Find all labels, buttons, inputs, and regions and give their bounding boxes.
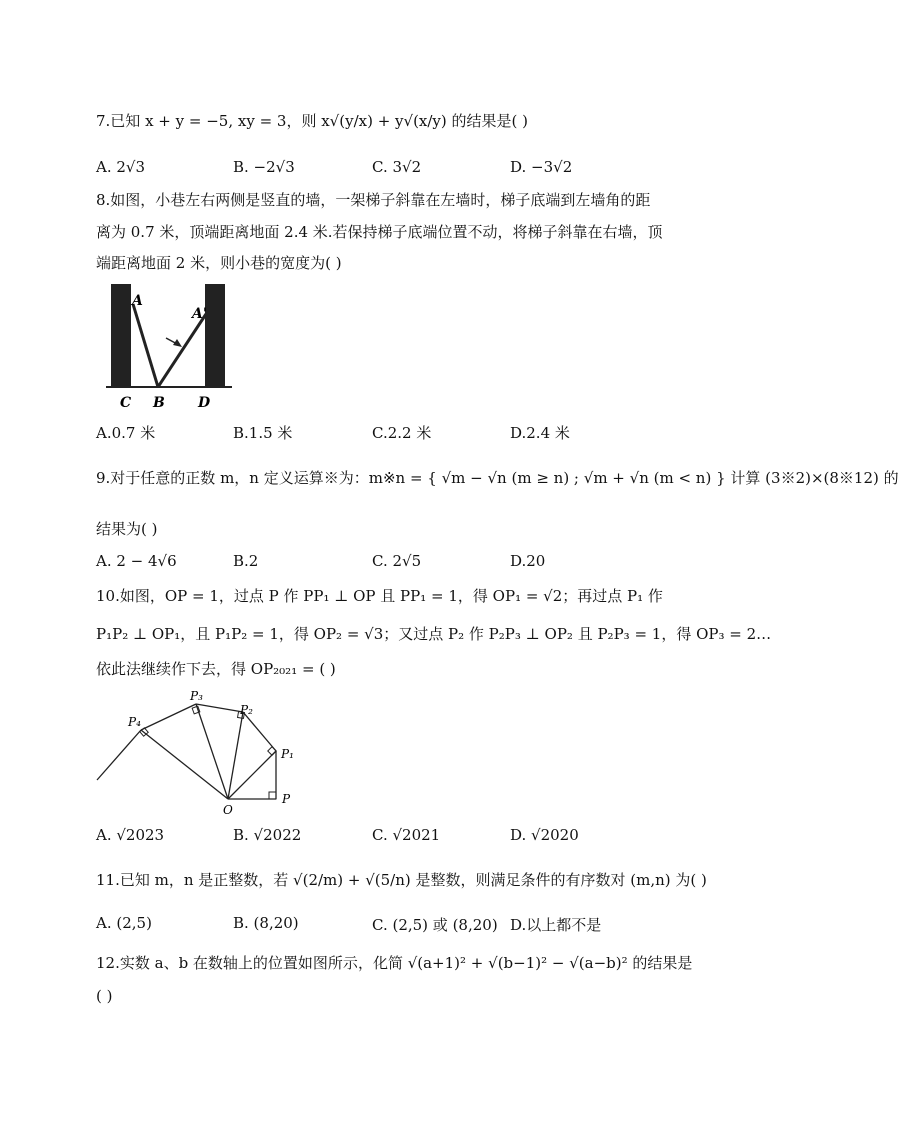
q8-option-b: B.1.5 米	[233, 424, 293, 442]
label-a-prime: A'	[192, 306, 208, 322]
q9-stem-line-2: 结果为( )	[96, 520, 158, 538]
q11-stem: 11.已知 m，n 是正整数，若 √(2/m) + √(5/n) 是整数，则满足条件的有序数对 (m,n) 为( )	[96, 871, 707, 889]
label-p2: P₂	[240, 703, 253, 717]
q10-stem-line-2: P₁P₂ ⊥ OP₁，且 P₁P₂ = 1，得 OP₂ = √3；又过点 P₂ 作 P₂P₃ ⊥ OP₂ 且 P₂P₃ = 1，得 OP₃ = 2…	[96, 625, 772, 643]
q8-ladder-figure	[100, 282, 240, 412]
q10-options	[96, 826, 696, 848]
q10-option-d: D. √2020	[510, 826, 579, 844]
right-angle-mark-p1	[268, 747, 276, 755]
label-b: B	[153, 395, 165, 411]
ladder-right	[158, 314, 206, 387]
q10-option-a: A. √2023	[96, 826, 165, 844]
label-d: D	[198, 395, 211, 411]
q9-option-a: A. 2 − 4√6	[96, 552, 177, 570]
q7-option-a: A. 2√3	[96, 158, 146, 176]
q7-option-c: C. 3√2	[372, 158, 422, 176]
q8-stem-line-2: 离为 0.7 米，顶端距离地面 2.4 米.若保持梯子底端位置不动，将梯子斜靠在右墙，顶	[96, 223, 663, 241]
right-angle-mark-p3	[192, 706, 200, 714]
segment-p3-p4	[141, 704, 196, 730]
q10-stem-line-1: 10.如图，OP = 1，过点 P 作 PP₁ ⊥ OP 且 PP₁ = 1，得 OP₁ = √2；再过点 P₁ 作	[96, 587, 663, 605]
ladder-left	[133, 304, 158, 387]
q11-option-b: B. (8,20)	[233, 914, 299, 932]
label-c: C	[120, 395, 132, 411]
q8-option-d: D.2.4 米	[510, 424, 570, 442]
q8-option-a: A.0.7 米	[96, 424, 156, 442]
q8-stem-line-1: 8.如图，小巷左右两侧是竖直的墙，一架梯子斜靠在左墙时，梯子底端到左墙角的距	[96, 191, 651, 209]
label-p: P	[282, 792, 291, 806]
q12-stem-line-2: ( )	[96, 987, 113, 1005]
label-p3: P₃	[190, 689, 203, 703]
right-angle-mark-p	[269, 792, 276, 799]
ray-o-p3	[196, 704, 228, 799]
q10-spiral-figure	[92, 688, 312, 816]
q11-options	[96, 914, 696, 936]
segment-p1-p2	[243, 712, 276, 751]
segment-continuation	[97, 730, 141, 780]
q10-option-c: C. √2021	[372, 826, 441, 844]
q10-option-b: B. √2022	[233, 826, 302, 844]
q8-options	[96, 422, 696, 444]
q9-option-b: B.2	[233, 552, 259, 570]
q9-option-d: D.20	[510, 552, 546, 570]
q9-options	[96, 552, 696, 574]
q11-option-c: C. (2,5) 或 (8,20)	[372, 916, 498, 934]
q9-option-c: C. 2√5	[372, 552, 422, 570]
q11-option-d: D.以上都不是	[510, 916, 602, 934]
q12-stem-line-1: 12.实数 a、b 在数轴上的位置如图所示，化简 √(a+1)² + √(b−1)² − √(a−b)² 的结果是	[96, 954, 693, 972]
label-p4: P₄	[128, 715, 141, 729]
left-wall	[111, 284, 131, 387]
label-a: A	[132, 293, 143, 309]
q8-stem-line-3: 端距离地面 2 米，则小巷的宽度为( )	[96, 254, 342, 272]
label-p1: P₁	[281, 747, 294, 761]
q8-option-c: C.2.2 米	[372, 424, 432, 442]
arrow-icon	[173, 339, 182, 347]
ray-o-p4	[141, 730, 228, 799]
q7-option-d: D. −3√2	[510, 158, 573, 176]
right-wall	[205, 284, 225, 387]
q11-option-a: A. (2,5)	[96, 914, 152, 932]
q7-option-b: B. −2√3	[233, 158, 295, 176]
label-o: O	[223, 803, 233, 817]
q7-options	[96, 158, 696, 180]
segment-p2-p3	[196, 704, 243, 712]
q10-stem-line-3: 依此法继续作下去，得 OP₂₀₂₁ = ( )	[96, 660, 336, 678]
q9-stem-line-1: 9.对于任意的正数 m，n 定义运算※为：m※n = { √m − √n (m ≥ n) ; √m + √n (m < n) } 计算 (3※2)×(8※12) 的	[96, 469, 899, 487]
q7-stem: 7.已知 x + y = −5, xy = 3，则 x√(y/x) + y√(x/y) 的结果是( )	[96, 112, 528, 130]
